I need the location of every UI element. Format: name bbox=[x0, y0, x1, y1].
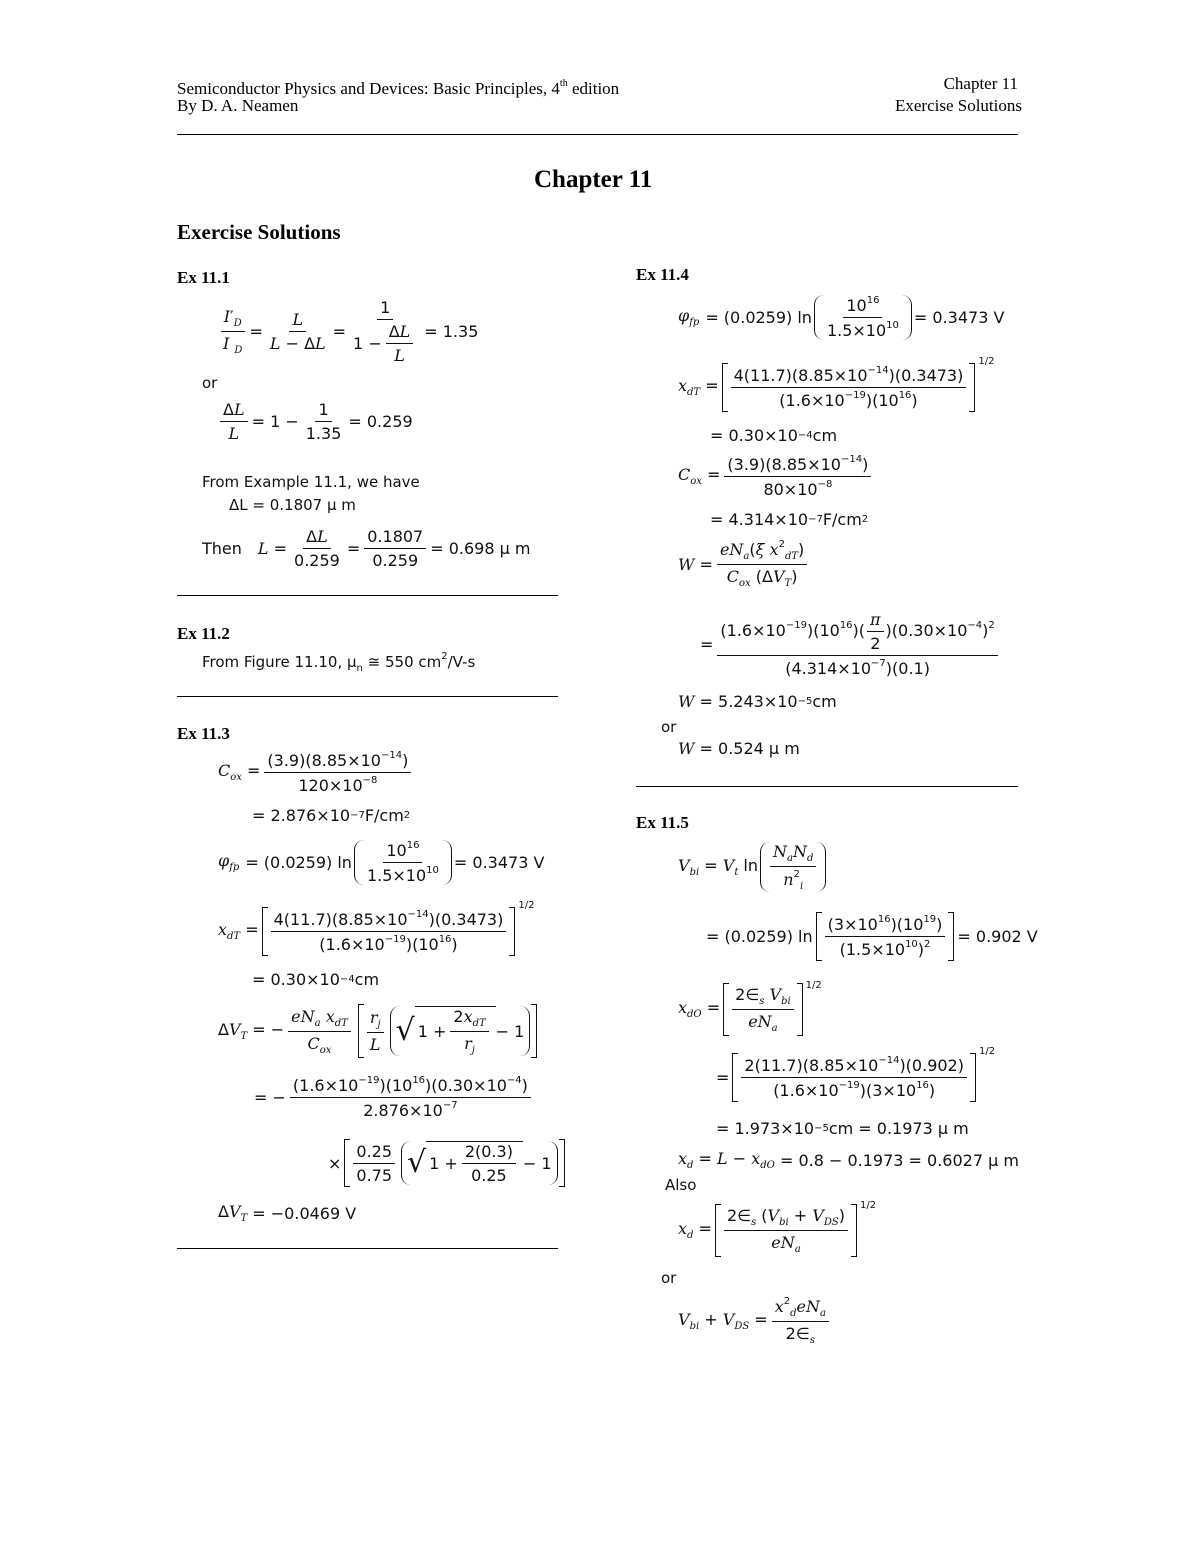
ex11-1-eq1: $\frac{I'_D}{I _D}$ = $\frac{L}{L - \Delta L}$ = 1 1 − ΔL L = 1.35 bbox=[216, 292, 478, 370]
ex11-4-heading: Ex 11.4 bbox=[636, 265, 689, 284]
ex11-2-heading: Ex 11.2 bbox=[177, 624, 230, 643]
ex11-4-xdt-result: = 0.30×10 −4 cm bbox=[710, 426, 838, 445]
ex11-1-text1: From Example 11.1, we have bbox=[202, 473, 420, 491]
ex11-5-or: or bbox=[661, 1269, 677, 1287]
header-right-line2: Exercise Solutions bbox=[894, 96, 1022, 115]
header-right-line1: Chapter 11 bbox=[943, 74, 1018, 93]
ex11-3-final: $\Delta V_T$ = −0.0469 V bbox=[218, 1202, 357, 1224]
ex11-4-cox-result: = 4.314×10 −7 F/cm 2 bbox=[710, 510, 869, 529]
ex11-1-heading: Ex 11.1 bbox=[177, 268, 230, 287]
ex11-5-xdo-values: = $2(11.7)(8.85\times 10^{-14})(0.902)$ $(1.6\times 10^{-19})(3\times 10^{16})$ $^{1/2}$ bbox=[716, 1046, 996, 1100]
separator bbox=[177, 1248, 558, 1249]
ex11-2-text: From Figure 11.10, $\mu_n$ ≅ 550 $cm^2/V-s$ bbox=[202, 651, 476, 674]
ex11-4-phi: $\varphi_{fp}$ = (0.0259) ln $10^{16}$ $1.5\times 10^{10}$ = 0.3473 V bbox=[678, 294, 1005, 340]
ex11-3-xdt-result: = 0.30×10 −4 cm bbox=[252, 970, 380, 989]
ex11-3-phi: $\varphi_{fp}$ = (0.0259) ln $10^{16}$ $1.5\times 10^{10}$ = 0.3473 V bbox=[218, 839, 545, 885]
ex11-5-xdo-result: = 1.973×10 −5 cm = 0.1973 μ m bbox=[716, 1119, 969, 1138]
separator bbox=[177, 595, 558, 596]
ex11-4-cox: $C_{ox}$ = $\frac{(3.9)(8.85\times 10^{-14})}{80\times 10^{-8}}$ bbox=[678, 450, 875, 502]
ex11-5-xdo-formula: $x_{dO}$ = $2\in_s$ $V_{bi}$ $eN_a$ $^{1/2}$ bbox=[678, 980, 822, 1034]
ex11-1-eq1-result: = 1.35 bbox=[424, 321, 479, 341]
ex11-3-heading: Ex 11.3 bbox=[177, 724, 230, 743]
ex11-5-vbi-formula: $V_{bi} = V_t$ ln $N_aN_d$ $n^2_i$ bbox=[678, 838, 828, 896]
ex11-1-or: or bbox=[202, 374, 218, 392]
ex11-1-eq3-result: = 0.698 μ m bbox=[430, 538, 531, 558]
ex11-4-w-result1: W = 5.243×10 −5 cm bbox=[678, 692, 837, 711]
separator bbox=[636, 786, 1018, 787]
ex11-3-dvt-formula: $\Delta V_T$ = − $eN_a$ $x_{dT}$ $C_{ox}$ $r_j$ L √ 1 + $2x_{dT}$ $r_j$ − 1 bbox=[218, 998, 540, 1064]
ex11-4-xdt: $x_{dT}$ = $4(11.7)(8.85\times 10^{-14})(0.3473)$ $(1.6\times 10^{-19})(10^{16})$ $^{1/2}$ bbox=[678, 356, 995, 410]
ex11-5-vbi-values: = (0.0259) ln $(3\times 10^{16})(10^{19})$ $(1.5\times 10^{10})^2$ = 0.902 V bbox=[706, 913, 1038, 959]
separator bbox=[177, 696, 558, 697]
ex11-4-w-result2: W = 0.524 μ m bbox=[678, 739, 800, 758]
ex11-5-xd-line: $x_d = L - x_{dO}$ = 0.8 − 0.1973 = 0.6027 μ m bbox=[678, 1149, 1019, 1171]
ex11-3-dvt-values: = − $\frac{(1.6\times 10^{-19})(10^{16})(0.30\times 10^{-4})}{2.876\times 10^{-7}}$ bbox=[254, 1070, 535, 1124]
ex11-5-heading: Ex 11.5 bbox=[636, 813, 689, 832]
page-title: Chapter 11 bbox=[534, 166, 653, 193]
ex11-3-dvt-factor: × 0.25 0.75 √ 1 + 2(0.3) 0.25 − 1 bbox=[328, 1130, 568, 1196]
header-rule bbox=[177, 134, 1018, 135]
ex11-1-text2: ΔL = 0.1807 μ m bbox=[229, 496, 356, 514]
ex11-3-xdt: $x_{dT}$ = $4(11.7)(8.85\times 10^{-14})(0.3473)$ $(1.6\times 10^{-19})(10^{16})$ $^{1/2}$ bbox=[218, 900, 535, 954]
page-subtitle: Exercise Solutions bbox=[177, 220, 341, 244]
ex11-5-vbi-vds: $V_{bi} + V_{DS}$ = $x^2_deN_a$ $2\in_s$ bbox=[678, 1292, 833, 1350]
ex11-3-cox-result: = 2.876×10 −7 F/cm 2 bbox=[252, 806, 411, 825]
ex11-1-eq2: $\frac{\Delta L}{L}$ = 1 − $\frac{1}{1.35}$ = 0.259 bbox=[216, 398, 413, 444]
ex11-4-w-values: = $(1.6\times 10^{-19})(10^{16})$( $\frac{\pi}{2}$ )$(0.30\times 10^{-4})^2$ $(4.314\times 10^{-7})(0.1)$ bbox=[700, 604, 1002, 684]
ex11-5-also: Also bbox=[665, 1176, 697, 1194]
ex11-4-or: or bbox=[661, 718, 677, 736]
ex11-3-cox: $C_{ox}$ = $\frac{(3.9)(8.85\times 10^{-14})}{120\times 10^{-8}}$ bbox=[218, 746, 415, 798]
header-left-line2: By D. A. Neamen bbox=[177, 96, 299, 115]
ex11-4-w-formula: W = $eN_a(\xi$ $x^2_{dT}$) $C_{ox}$ $(\Delta V_T)$ bbox=[678, 536, 811, 592]
header-left-line1: Semiconductor Physics and Devices: Basic Principles, 4th edition bbox=[177, 78, 620, 98]
ex11-1-eq3: Then L = $\frac{\Delta L}{0.259}$ = $\frac{0.1807}{0.259}$ = 0.698 μ m bbox=[202, 526, 531, 570]
ex11-1-eq2-result: = 0.259 bbox=[348, 411, 413, 431]
ex11-5-xd-formula: $x_d$ = $2\in_s$ $(V_{bi} + V_{DS})$ $eN_a$ $^{1/2}$ bbox=[678, 1200, 877, 1255]
